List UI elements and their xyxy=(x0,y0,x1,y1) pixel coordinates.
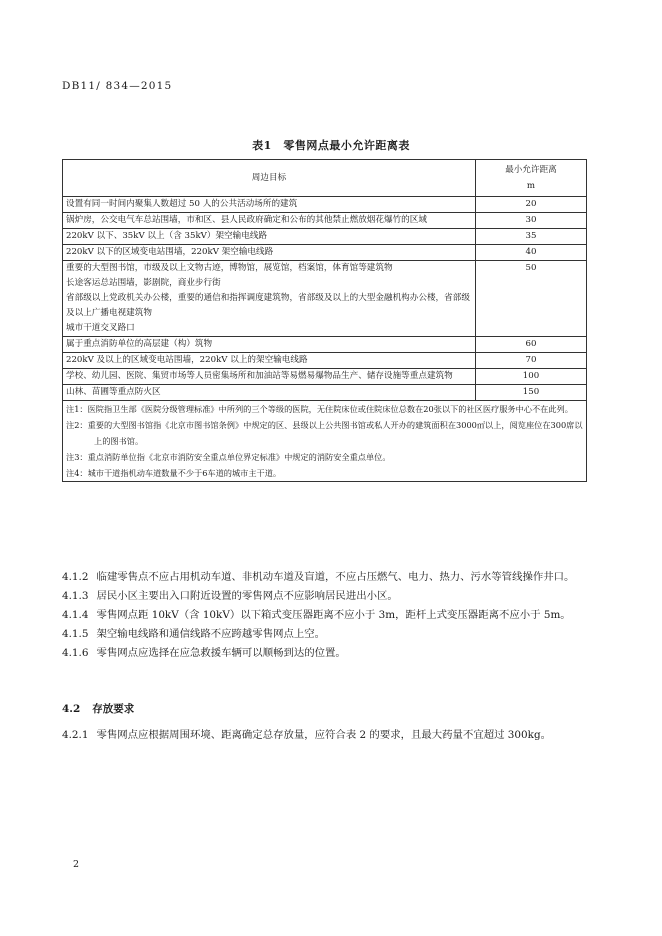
clause-text: 零售网点距 10kV（含 10kV）以下箱式变压器距离不应小于 3m，距杆上式变压器距离不应小于 5m。 xyxy=(96,609,571,621)
target-line: 山林、苗圃等重点防火区 xyxy=(66,387,161,397)
target-cell xyxy=(63,337,476,353)
target-cell xyxy=(63,385,476,401)
table-notes xyxy=(63,401,587,482)
target-cell xyxy=(63,229,476,245)
table-row xyxy=(63,261,587,337)
distance-cell: 150 xyxy=(476,385,587,401)
distance-cell: 100 xyxy=(476,369,587,385)
target-cell xyxy=(63,353,476,369)
target-line: 设置有同一时间内聚集人数超过 50 人的公共活动场所的建筑 xyxy=(66,199,298,209)
clause xyxy=(62,626,587,643)
distance-cell: 20 xyxy=(476,197,587,213)
header-distance-unit: m xyxy=(526,181,536,191)
clause-list xyxy=(62,569,587,664)
header-distance xyxy=(476,160,587,197)
clause-number: 4.1.4 xyxy=(62,609,89,621)
clause xyxy=(62,607,587,624)
section-heading xyxy=(62,701,134,716)
table-row xyxy=(63,229,587,245)
table-row xyxy=(63,197,587,213)
distance-table xyxy=(62,159,587,482)
distance-cell: 60 xyxy=(476,337,587,353)
table-header-row xyxy=(63,160,587,197)
clause-number: 4.1.3 xyxy=(62,590,89,602)
table-note: 注3：重点消防单位指《北京市消防安全重点单位界定标准》中规定的消防安全重点单位。 xyxy=(66,452,391,462)
distance-cell: 30 xyxy=(476,213,587,229)
header-target: 周边目标 xyxy=(63,160,476,197)
distance-cell: 35 xyxy=(476,229,587,245)
clause-text: 临建零售点不应占用机动车道、非机动车道及盲道，不应占压燃气、电力、热力、污水等管线操作井口。 xyxy=(96,571,575,583)
clause xyxy=(62,569,587,586)
distance-cell: 40 xyxy=(476,245,587,261)
clause xyxy=(62,645,587,662)
target-line: 学校、幼儿园、医院、集贸市场等人员密集场所和加油站等易燃易爆物品生产、储存设施等重点建筑物 xyxy=(66,371,453,381)
notes-row xyxy=(63,401,587,482)
target-cell xyxy=(63,261,476,337)
target-line: 城市干道交叉路口 xyxy=(66,323,135,333)
table-row xyxy=(63,213,587,229)
table-row xyxy=(63,245,587,261)
target-line: 省部级以上党政机关办公楼，重要的通信和指挥调度建筑物，省部级及以上的大型金融机构办公楼，省部级及以上广播电视建筑物 xyxy=(66,293,470,318)
page-number: 2 xyxy=(73,859,80,870)
table-title: 表1 零售网点最小允许距离表 xyxy=(252,139,410,152)
table-row xyxy=(63,337,587,353)
table-note: 注2：重要的大型图书馆指《北京市图书馆条例》中规定的区、县级以上公共图书馆或私人开办的建筑面积在3000㎡以上，阅览座位在300席以上的图书馆。 xyxy=(66,420,583,446)
clause-number: 4.1.2 xyxy=(62,571,89,583)
table-row xyxy=(63,353,587,369)
section-title: 存放要求 xyxy=(92,703,135,715)
clause-text: 零售网点应根据周围环境、距离确定总存放量，应符合表 2 的要求，且最大药量不宜超过 300kg。 xyxy=(96,729,551,741)
header-distance-label: 最小允许距离 xyxy=(505,165,557,175)
clause-number: 4.1.5 xyxy=(62,628,89,640)
table-note: 注4：城市干道指机动车道数量不少于6车道的城市主干道。 xyxy=(66,468,282,478)
clause-text: 居民小区主要出入口附近设置的零售网点不应影响居民进出小区。 xyxy=(96,590,398,602)
target-cell xyxy=(63,197,476,213)
clause-text: 架空输电线路和通信线路不应跨越零售网点上空。 xyxy=(96,628,326,640)
clause-number: 4.1.6 xyxy=(62,647,89,659)
target-line: 220kV 及以上的区域变电站围墙，220kV 以上的架空输电线路 xyxy=(66,355,308,365)
document-id: DB11/ 834—2015 xyxy=(62,80,173,92)
section-number: 4.2 xyxy=(62,703,81,715)
target-cell xyxy=(63,213,476,229)
target-line: 220kV 以下、35kV 以上（含 35kV）架空输电线路 xyxy=(66,231,268,241)
target-line: 重要的大型图书馆，市级及以上文物古迹，博物馆，展览馆，档案馆，体育馆等建筑物 xyxy=(66,263,393,273)
target-line: 属于重点消防单位的高层建（构）筑物 xyxy=(66,339,213,349)
clause-number: 4.2.1 xyxy=(62,729,89,741)
distance-cell: 70 xyxy=(476,353,587,369)
table-row xyxy=(63,385,587,401)
target-cell xyxy=(63,245,476,261)
clause xyxy=(62,588,587,605)
table-row xyxy=(63,369,587,385)
table-note: 注1：医院指卫生部《医院分级管理标准》中所列的三个等级的医院，无住院床位或住院床位总数在20张以下的社区医疗服务中心不在此列。 xyxy=(66,404,573,414)
clause-text: 零售网点应选择在应急救援车辆可以顺畅到达的位置。 xyxy=(96,647,346,659)
clause-4-2-1 xyxy=(62,727,602,744)
distance-cell: 50 xyxy=(476,261,587,337)
target-line: 长途客运总站围墙，影剧院，商业步行街 xyxy=(66,278,221,288)
target-cell xyxy=(63,369,476,385)
target-line: 锅炉房，公交电气车总站围墙，市和区、县人民政府确定和公布的其他禁止燃放烟花爆竹的区域 xyxy=(66,215,427,225)
target-line: 220kV 以下的区域变电站围墙，220kV 架空输电线路 xyxy=(66,247,274,257)
